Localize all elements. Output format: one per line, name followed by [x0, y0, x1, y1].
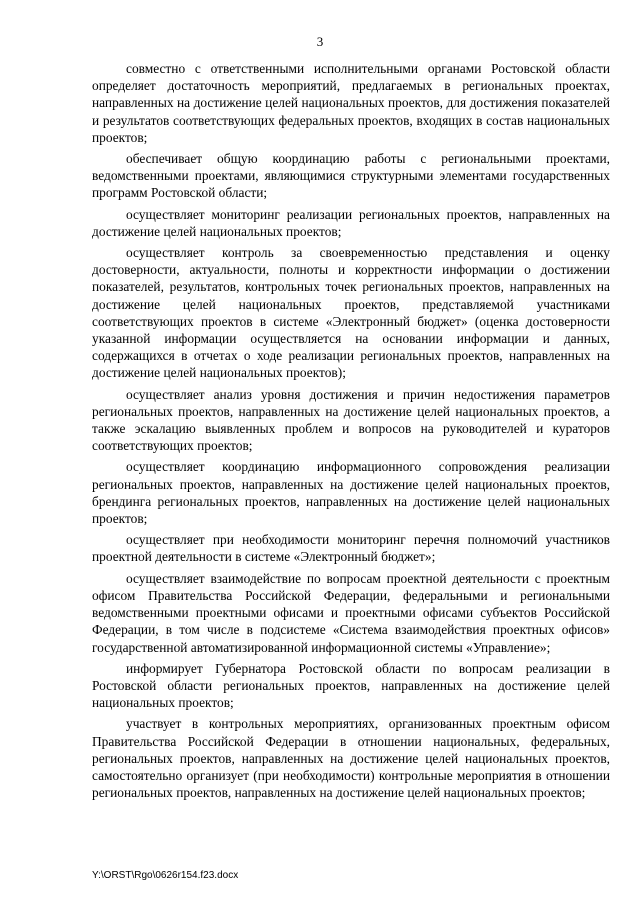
page-number: 3 [316, 34, 324, 49]
document-body [92, 60, 610, 805]
paragraph: осуществляет взаимодействие по вопросам проектной деятельности с проектным офисом Правительства Российской Федерации, федеральными и региональными ведомственными проектными офисами и проектными офисами субъектов Российской Федерации, в том числе в подсистеме «Система взаимодействия проектных офисов» государственной автоматизированной информационной системы «Управление»; [92, 570, 610, 655]
file-path-footer: Y:\ORST\Rgo\0626r154.f23.docx [92, 870, 239, 881]
paragraph: осуществляет контроль за своевременностью представления и оценку достоверности, актуальности, полноты и корректности информации о достижении показателей, результатов, контрольных точек региональных проектов, направленных на достижение целей национальных проектов, представляемой участниками соответствующих проектов в системе «Электронный бюджет» (оценка достоверности указанной информации осуществляется на основании информации и данных, содержащихся в отчетах о ходе реализации региональных проектов, направленных на достижение целей национальных проектов); [92, 245, 610, 381]
paragraph: обеспечивает общую координацию работы с региональными проектами, ведомственными проектами, являющимися структурными элементами государственных программ Ростовской области; [92, 151, 610, 201]
paragraph: осуществляет анализ уровня достижения и причин недостижения параметров региональных проектов, направленных на достижение целей национальных проектов, а также эскалацию выявленных проблем и вопросов на руководителей и кураторов соответствующих проектов; [92, 386, 610, 454]
paragraph: совместно с ответственными исполнительными органами Ростовской области определяет достаточность мероприятий, предлагаемых в региональных проектах, направленных на достижение целей национальных проектов, для достижения показателей и результатов соответствующих федеральных проектов, входящих в состав национальных проектов; [92, 61, 610, 145]
paragraph: участвует в контрольных мероприятиях, организованных проектным офисом Правительства Российской Федерации в отношении национальных, федеральных, региональных проектов, направленных на достижение целей национальных проектов, самостоятельно организует (при необходимости) контрольные мероприятия в отношении региональных проектов, направленных на достижение целей национальных проектов; [92, 716, 610, 801]
paragraph: осуществляет координацию информационного сопровождения реализации региональных проектов, направленных на достижение целей национальных проектов, брендинга региональных проектов, направленных на достижение целей национальных проектов; [92, 459, 610, 527]
paragraph: осуществляет мониторинг реализации региональных проектов, направленных на достижение целей национальных проектов; [92, 206, 610, 239]
paragraph: информирует Губернатора Ростовской области по вопросам реализации в Ростовской области региональных проектов, направленных на достижение целей национальных проектов; [92, 660, 610, 711]
paragraph: осуществляет при необходимости мониторинг перечня полномочий участников проектной деятельности в системе «Электронный бюджет»; [92, 532, 610, 565]
